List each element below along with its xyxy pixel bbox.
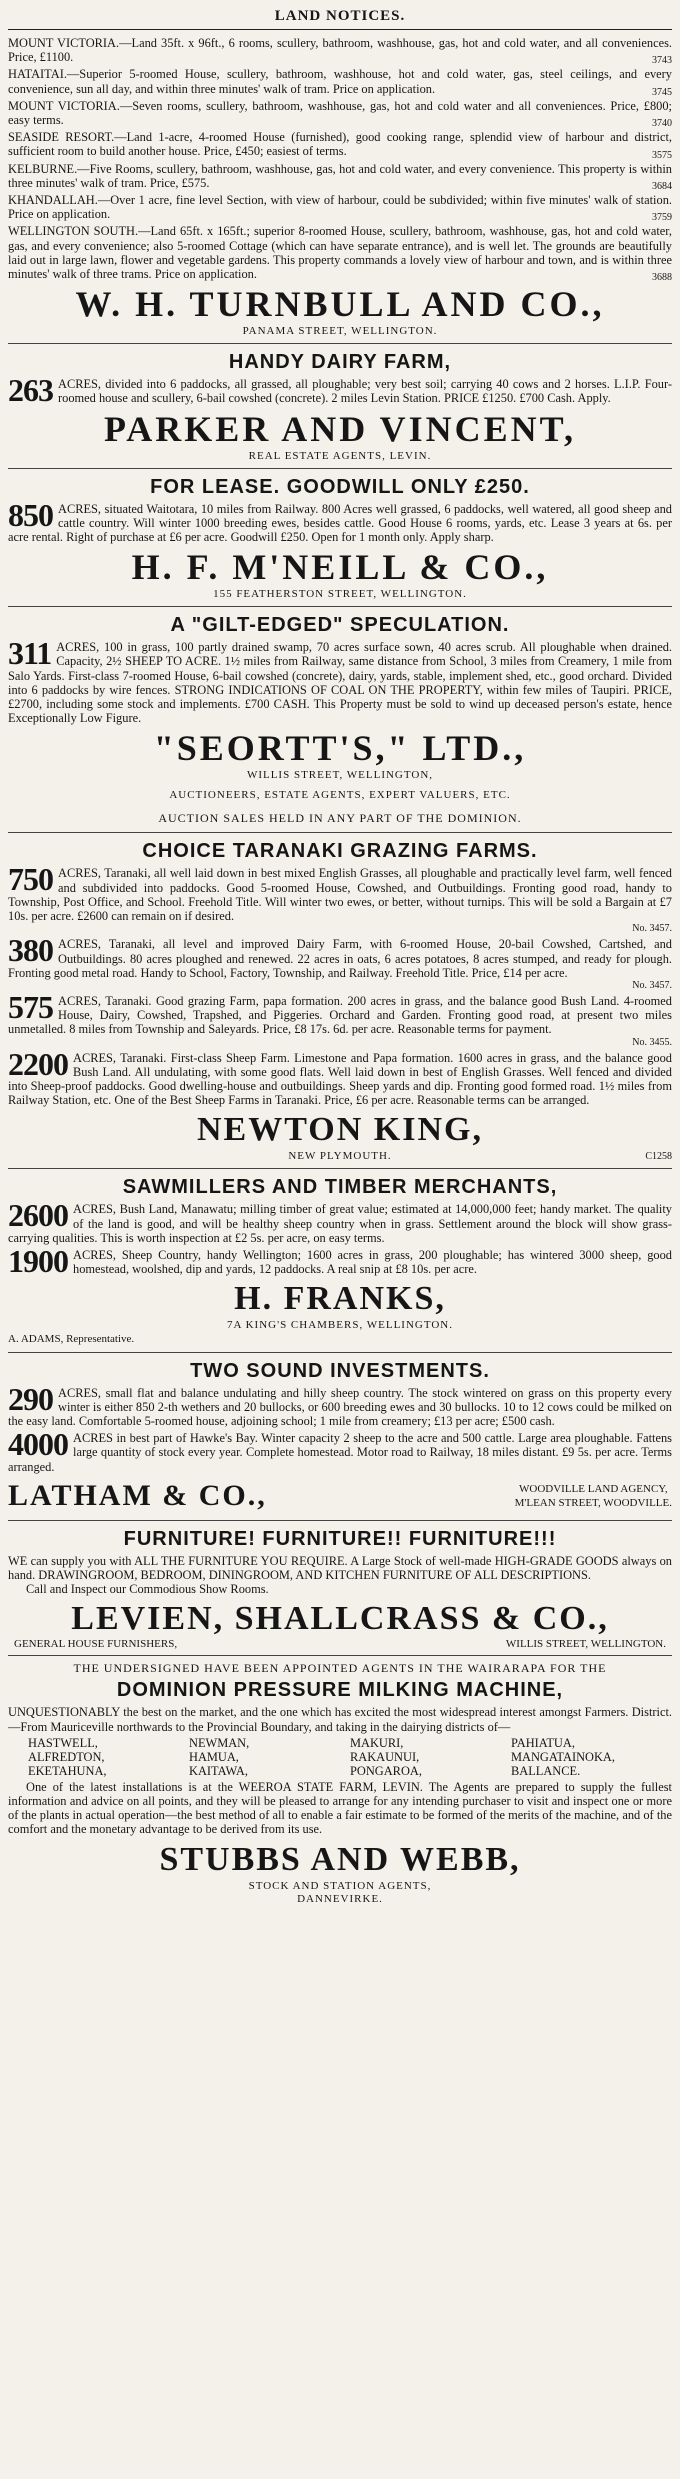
- milking-text: UNQUESTIONABLY the best on the market, and the one which has excited the most widespread interest amongst Farmers. District.—From Mauriceville northwards to the Provincial Boundary, and taking in the dairying districts of—: [8, 1705, 672, 1734]
- dairy-acreage: 263: [8, 372, 53, 409]
- district-name: ALFREDTON,: [28, 1749, 105, 1764]
- listing-ref: 3684: [652, 181, 672, 193]
- listing-text: MOUNT VICTORIA.—Land 35ft. x 96ft., 6 rooms, scullery, bathroom, washhouse, gas, hot and cold water, and all conveniences. Price, £1100.: [8, 36, 672, 65]
- lot-acreage: 380: [8, 932, 53, 969]
- lot-text: ACRES, small flat and balance undulating and hilly sheep country. The stock wintered on grass on this property every winter is either 850 2-th wethers and 20 bullocks, or 600 breeding ewes and 30 bullocks. 10 to 12 cows could be milked on the easy land. Comfortable 5-roomed house, adjoining school; 1 mile from creamery; £13 per acre; £500 cash.: [8, 1385, 672, 1428]
- sawmill-heading: SAWMILLERS AND TIMBER MERCHANTS,: [122, 1176, 558, 1199]
- listing-text: MOUNT VICTORIA.—Seven rooms, scullery, bathroom, washhouse, gas, hot and cold water and all conveniences. Price, £800; easy terms.: [8, 98, 672, 128]
- lot-ref: No. 3457.: [632, 979, 672, 991]
- lot-text: ACRES, Taranaki. Good grazing Farm, papa formation. 200 acres in grass, and the balance good Bush Land. 4-roomed House, Dairy, Cowshed, Trapshed, and Piggeries. Orchard and Garden. Fronting good road, at present two miles unmetalled. 8 miles from Township and Saleyards. Price, £8 17s. 6d. per acre. Reasonable terms for payment.: [8, 993, 672, 1037]
- furniture-text2: Call and Inspect our Commodious Show Rooms.: [26, 1582, 269, 1597]
- district-name: MAKURI,: [350, 1735, 404, 1750]
- lot-item: [8, 1197, 672, 1245]
- lease-heading: FOR LEASE. GOODWILL ONLY £250.: [150, 475, 530, 498]
- listing-item: [8, 98, 672, 130]
- lease-ad: [8, 469, 672, 608]
- furniture-left: GENERAL HOUSE FURNISHERS,: [14, 1638, 178, 1651]
- listing-group: [8, 36, 672, 284]
- milking-intro: THE UNDERSIGNED HAVE BEEN APPOINTED AGENTS IN THE WAIRARAPA FOR THE: [73, 1661, 607, 1676]
- district-name: NEWMAN,: [189, 1735, 250, 1750]
- milking-agent-sub: STOCK AND STATION AGENTS,: [248, 1879, 432, 1892]
- lot-item: [8, 1045, 672, 1108]
- district-name: BALLANCE.: [511, 1763, 581, 1778]
- dairy-heading: HANDY DAIRY FARM,: [228, 351, 452, 374]
- milking-ad: [8, 1656, 672, 1910]
- lot-item: [8, 861, 672, 935]
- lot-text: ACRES, Sheep Country, handy Wellington; 1600 acres in grass, 200 ploughable; has wintered 3000 sheep, good homestead, woolshed, dip and yards, 12 paddocks. A real snip at £8 10s. per acre.: [73, 1247, 672, 1277]
- lease-agent: H. F. M'NEILL & CO.,: [131, 547, 549, 588]
- district-column: [511, 1736, 672, 1778]
- two-agent-right: [515, 1482, 672, 1510]
- lot-item: [8, 988, 672, 1048]
- dairy-text: ACRES, divided into 6 paddocks, all grassed, all ploughable; very best soil; carrying 40 cows and 2 horses. L.I.P. Four-roomed house and scullery, 6-bail cowshed (concrete). 2 miles Levin Station. PRICE £1250. £700 Cash. Apply.: [58, 377, 672, 406]
- listing-text: SEASIDE RESORT.—Land 1-acre, 4-roomed House (furnished), good cooking range, splendid view of harbour and district, sufficient room to build another house. Price, £450; easiest of terms.: [8, 130, 672, 159]
- district-column: [350, 1736, 511, 1778]
- listing-ref: 3575: [652, 149, 672, 161]
- milking-agent-sub2: DANNEVIRKE.: [297, 1892, 383, 1905]
- district-name: MANGATAINOKA,: [511, 1749, 615, 1764]
- taranaki-heading: CHOICE TARANAKI GRAZING FARMS.: [142, 840, 538, 863]
- listing-ref: 3688: [652, 272, 672, 284]
- listing-item: [8, 67, 672, 98]
- gilt-footer: AUCTION SALES HELD IN ANY PART OF THE DOMINION.: [158, 811, 522, 826]
- gilt-acreage: 311: [8, 635, 52, 672]
- dairy-ad: [8, 344, 672, 468]
- lot-acreage: 2200: [8, 1045, 68, 1082]
- sawmill-lots: [8, 1197, 672, 1279]
- lot-item: [8, 1242, 672, 1279]
- milking-agent: STUBBS AND WEBB,: [159, 1840, 521, 1878]
- lot-ref: No. 3455.: [632, 1036, 672, 1048]
- dairy-agent-sub: REAL ESTATE AGENTS, LEVIN.: [248, 449, 432, 462]
- district-column: [28, 1736, 189, 1778]
- sawmill-rep: A. ADAMS, Representative.: [8, 1333, 135, 1346]
- lot-text: ACRES, Taranaki. First-class Sheep Farm. Limestone and Papa formation. 1600 acres in grass, and the balance good Bush Land. All undulating, with some good flats. Well laid down in best of English Grasses. Well fenced and divided into Sheep-proof paddocks. Good dwelling-house and outbuildings. Sheep yards and dip. Fronting good formed road. 1½ miles from Railway Station, etc. One of the Best Sheep Farms in Taranaki. Price, £6 per acre. Reasonable terms can be arranged.: [8, 1050, 672, 1108]
- listing-item: [8, 161, 672, 193]
- district-name: HAMUA,: [189, 1749, 239, 1764]
- lot-text: ACRES, Taranaki, all well laid down in best mixed English Grasses, all ploughable and practically level farm, well fenced and subdivided into paddocks. Good 5-roomed House, Cowshed, and Outbuildings. Fronting good road, handy to Township, Post Office, and School. Freehold Title. Will winter two ewes, or better, without turnips. This will be sold a Bargain at £7 10s. per acre. £2600 can remain on if desired.: [8, 866, 672, 924]
- milking-text2: One of the latest installations is at the WEEROA STATE FARM, LEVIN. The Agents are prepared to supply the fullest information and advice on all points, and they will be pleased to arrange for any intending purchaser to visit and inspect one or more of the plants in actual operation—the best method of all to enable a fair estimate to be formed of the merits of the machine, and of the comfort and the monetary advantage to be derived from its use.: [8, 1779, 672, 1837]
- two-heading: TWO SOUND INVESTMENTS.: [190, 1359, 490, 1382]
- district-name: HASTWELL,: [28, 1735, 98, 1750]
- lot-item: [8, 1426, 672, 1474]
- lease-agent-sub: 155 FEATHERSTON STREET, WELLINGTON.: [213, 588, 467, 601]
- lot-item: [8, 1380, 672, 1429]
- lot-acreage: 2600: [8, 1197, 68, 1234]
- district-name: KAITAWA,: [189, 1763, 248, 1778]
- gilt-lot: [8, 635, 672, 726]
- two-agent-right2: M'LEAN STREET, WOODVILLE.: [514, 1496, 672, 1509]
- district-name: PAHIATUA,: [511, 1735, 575, 1750]
- turnbull-address: PANAMA STREET, WELLINGTON.: [242, 325, 438, 338]
- listing-item: [8, 193, 672, 224]
- dairy-lot: [8, 372, 672, 409]
- gilt-ad: [8, 607, 672, 833]
- furniture-heading: FURNITURE! FURNITURE!! FURNITURE!!!: [123, 1527, 557, 1550]
- two-agent-row: [8, 1477, 672, 1515]
- districts-list: [28, 1736, 672, 1778]
- furniture-sub-row: [8, 1638, 672, 1650]
- taranaki-sub-row: [8, 1149, 672, 1163]
- gilt-text: ACRES, 100 in grass, 100 partly drained swamp, 70 acres surface sown, 40 acres scrub. All ploughable when drained. Capacity, 2½ SHEEP TO ACRE. 1½ miles from Railway, same distance from School, 3 miles from Creamery, 1 mile from Salo Yards. First-class 7-roomed House, 6-bail cowshed (concrete), dairy, yards, stable, implement shed, etc., good orchard. Divided into 6 paddocks by wire fences. STRONG INDICATIONS OF COAL ON THE PROPERTY, within few miles of Taupiri. PRICE, £2700, including some stock and implements. £700 CASH. This Property must be sold to wind up deceased person's estate, hence Exceptionally Low Figure.: [8, 640, 672, 726]
- listing-text: KELBURNE.—Five Rooms, scullery, bathroom, washhouse, gas, hot and cold water, and every convenience. This property is within three minutes' walk of tram. Price, £575.: [8, 161, 672, 190]
- lot-ref: No. 3457.: [632, 923, 672, 935]
- taranaki-ad: [8, 833, 672, 1169]
- lot-text: ACRES in best part of Hawke's Bay. Winter capacity 2 sheep to the acre and 500 cattle. Large area ploughable. Fattens large quantity of stock every year. Complete homestead. Motor road to Railway, 18 miles distant. £9 5s. per acre. Terms arranged.: [8, 1431, 672, 1474]
- lot-acreage: 1900: [8, 1242, 68, 1279]
- section-header: LAND NOTICES.: [8, 4, 672, 30]
- listing-ref: 3743: [652, 55, 672, 67]
- sawmill-ad: [8, 1169, 672, 1352]
- furniture-text: WE can supply you with ALL THE FURNITURE YOU REQUIRE. A Large Stock of well-made HIGH-GRADE GOODS always on hand. DRAWINGROOM, BEDROOM, DININGROOM, AND KITCHEN FURNITURE OF ALL DESCRIPTIONS.: [8, 1553, 672, 1582]
- milking-heading: DOMINION PRESSURE MILKING MACHINE,: [116, 1679, 564, 1702]
- district-name: PONGAROA,: [350, 1763, 422, 1778]
- lot-acreage: 4000: [8, 1426, 68, 1463]
- furniture-right: WILLIS STREET, WELLINGTON.: [505, 1638, 666, 1651]
- lease-text: ACRES, situated Waitotara, 10 miles from Railway. 800 Acres well grassed, 6 paddocks, well watered, all good sheep and cattle country. Will winter 1000 breeding ewes, besides cattle. Good House 6 rooms, yards, etc. Lease 3 years at 6s. per acre rental. Right of purchase at £6 per acre. Goodwill £250. Open for 1 month only. Apply sharp.: [8, 501, 672, 545]
- lot-acreage: 575: [8, 988, 53, 1025]
- two-agent-right1: WOODVILLE LAND AGENCY,: [519, 1482, 668, 1495]
- gilt-heading: A "GILT-EDGED" SPECULATION.: [170, 614, 510, 637]
- taranaki-ref: C1258: [645, 1150, 673, 1162]
- lot-acreage: 750: [8, 861, 53, 898]
- listing-item: [8, 224, 672, 284]
- district-name: EKETAHUNA,: [28, 1763, 107, 1778]
- listing-text: KHANDALLAH.—Over 1 acre, fine level Section, with view of harbour, could be subdivided; within five minutes' walk of station. Price on application.: [8, 193, 672, 222]
- taranaki-lots: [8, 861, 672, 1108]
- district-column: [189, 1736, 350, 1778]
- taranaki-agent-sub: NEW PLYMOUTH.: [288, 1150, 392, 1163]
- listing-item: [8, 130, 672, 161]
- two-agent: LATHAM & CO.,: [8, 1478, 267, 1512]
- furniture-ad: [8, 1521, 672, 1657]
- dairy-agent: PARKER AND VINCENT,: [103, 408, 577, 449]
- two-lots: [8, 1380, 672, 1474]
- lot-acreage: 290: [8, 1380, 53, 1417]
- lot-item: [8, 932, 672, 991]
- listing-item: [8, 36, 672, 67]
- lease-acreage: 850: [8, 496, 53, 533]
- listing-text: HATAITAI.—Superior 5-roomed House, scullery, bathroom, washhouse, hot and cold water, gas, steel ceilings, and every convenience, sun all day, and within three minutes' walk of tram. Price on application.: [8, 67, 672, 96]
- furniture-agent: LEVIEN, SHALLCRASS & CO.,: [71, 1600, 609, 1638]
- lot-text: ACRES, Taranaki, all level and improved Dairy Farm, with 6-roomed House, 20-bail Cowshed, Cartshed, and Outbuildings. 80 acres ploughed and renewed. 22 acres in oats, 6 acres potatoes, 8 acres stumped, and ready for plough. Fronting good metal road. Handy to School, Factory, Township, and Railway. Freehold Title. Price, £14 per acre.: [8, 937, 672, 980]
- district-name: RAKAUNUI,: [350, 1749, 420, 1764]
- listing-ref: 3740: [652, 118, 672, 130]
- listing-ref: 3759: [652, 212, 672, 224]
- two-ad: [8, 1353, 672, 1521]
- lease-lot: [8, 496, 672, 545]
- turnbull-name: W. H. TURNBULL AND CO.,: [75, 284, 605, 325]
- sawmill-agent-sub: 7A KING'S CHAMBERS, WELLINGTON.: [227, 1319, 453, 1332]
- gilt-agent-sub: WILLIS STREET, WELLINGTON,: [246, 769, 434, 782]
- gilt-agent: "SEORTT'S," LTD.,: [153, 728, 527, 769]
- taranaki-agent: NEWTON KING,: [197, 1111, 483, 1149]
- lot-text: ACRES, Bush Land, Manawatu; milling timber of great value; estimated at 14,000,000 feet; handy market. The quality of the land is good, and will be healthy sheep country when in grass. Settlement around the block will show grass-carrying qualities. This is worth inspection at £2 5s. per acre, on easy terms.: [8, 1202, 672, 1245]
- sawmill-agent: H. FRANKS,: [234, 1280, 446, 1318]
- gilt-agent-sub2: AUCTIONEERS, ESTATE AGENTS, EXPERT VALUERS, ETC.: [169, 789, 511, 802]
- listing-text: WELLINGTON SOUTH.—Land 65ft. x 165ft.; superior 8-roomed House, scullery, bathroom, washhouse, gas, hot and cold water, gas, and every convenience; also 5-roomed Cottage (which can have separate entrance), and is well let. The grounds are beautifully laid out in large lawn, flower and vegetable gardens. This property commands a lovely view of harbour and town, and is within three minutes' walk of three trams. Price on application.: [8, 224, 672, 282]
- turnbull-ad: [8, 30, 672, 344]
- listing-ref: 3745: [652, 86, 672, 98]
